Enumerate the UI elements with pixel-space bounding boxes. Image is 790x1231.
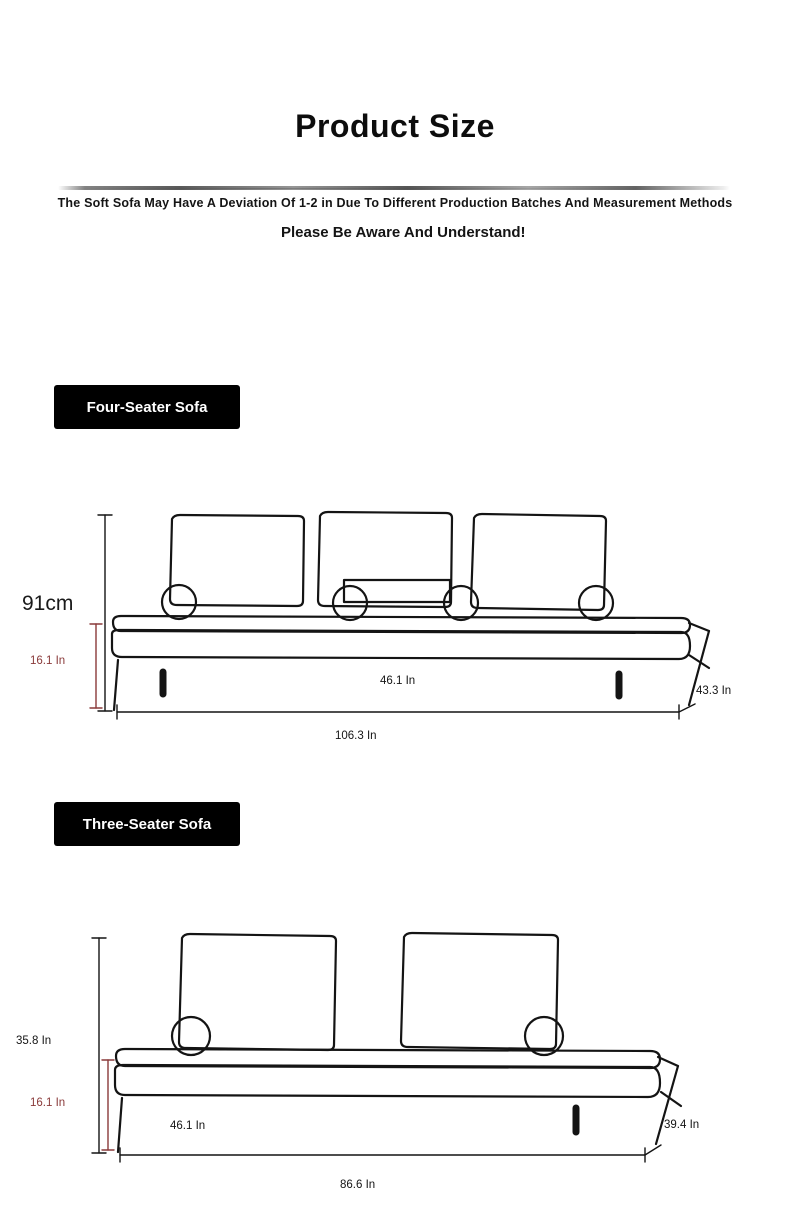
four-seater-drawing [90,512,709,719]
dimension-label-three-seater-seat-width: 46.1 In [170,1120,206,1132]
deviation-note-line-2: Please Be Aware And Understand! [281,224,526,241]
section-label-three-seater: Three-Seater Sofa [54,802,240,846]
dimension-label-four-seater-seat-height: 16.1 In [30,655,66,667]
section-label-four-seater: Four-Seater Sofa [54,385,240,429]
dimension-label-four-seater-seat-width: 46.1 In [380,675,416,687]
dimension-label-three-seater-total-height: 35.8 In [16,1035,52,1047]
brush-stroke-divider [58,186,730,190]
dimension-label-four-seater-depth: 43.3 In [696,685,732,697]
deviation-note-line-1: The Soft Sofa May Have A Deviation Of 1-2 in Due To Different Production Batches And Measurement Methods [57,196,733,210]
dimension-label-four-seater-total-width: 106.3 In [335,730,377,742]
dimension-label-three-seater-seat-height: 16.1 In [30,1097,66,1109]
dimension-label-three-seater-total-width: 86.6 In [340,1179,376,1191]
page-title: Product Size [295,108,495,144]
dimension-label-three-seater-depth: 39.4 In [664,1119,700,1131]
dimension-label-four-seater-height-metric: 91cm [22,592,74,615]
